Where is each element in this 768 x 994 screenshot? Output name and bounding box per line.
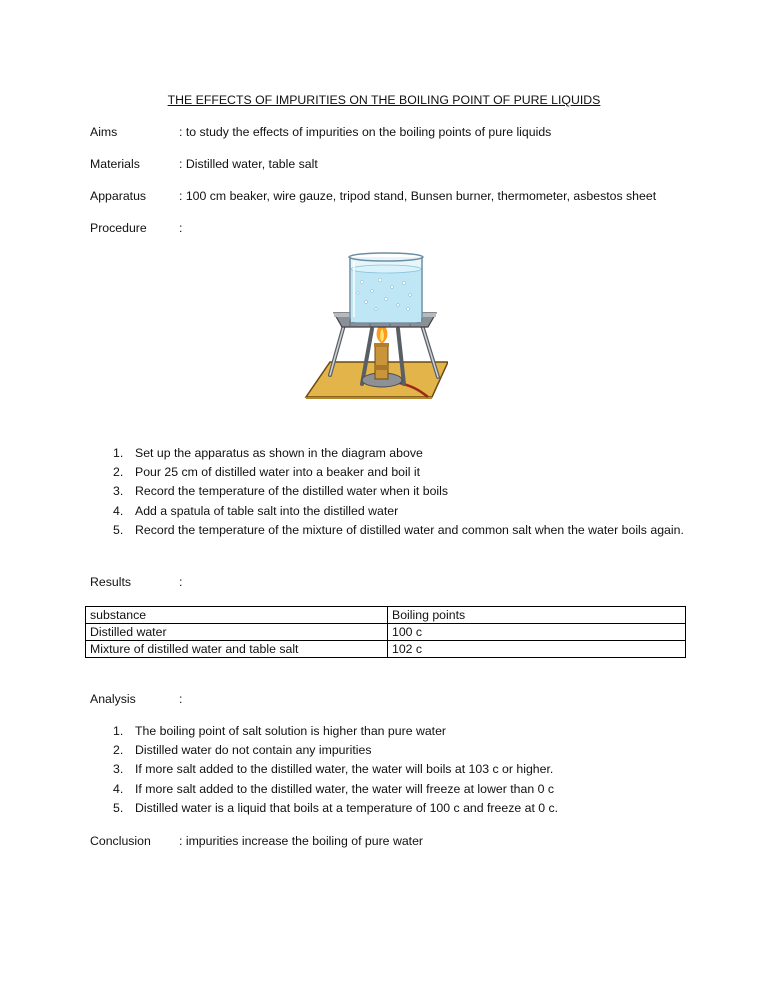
materials-row: [90, 157, 700, 175]
analysis-value: :: [179, 692, 183, 706]
table-cell: Mixture of distilled water and table salt: [86, 641, 388, 658]
table-header-substance: substance: [86, 607, 388, 624]
results-value: :: [179, 575, 183, 589]
apparatus-value: : 100 cm beaker, wire gauze, tripod stand, Bunsen burner, thermometer, asbestos sheet: [179, 189, 657, 203]
procedure-row: [90, 221, 700, 239]
materials-value: : Distilled water, table salt: [179, 157, 318, 171]
conclusion-row: [90, 834, 700, 852]
procedure-value: :: [179, 221, 183, 235]
procedure-label: Procedure: [90, 221, 147, 235]
list-item: 1. The boiling point of salt solution is higher than pure water: [113, 724, 447, 738]
list-item: 5. Distilled water is a liquid that boils at a temperature of 100 c and freeze at 0 c.: [113, 800, 559, 815]
procedure-steps: [90, 444, 690, 540]
table-header-row: [86, 607, 686, 624]
aims-row: [90, 125, 700, 143]
conclusion-value: : impurities increase the boiling of pure water: [179, 834, 424, 848]
list-item: 4. Add a spatula of table salt into the distilled water: [113, 503, 399, 518]
table-row: [86, 624, 686, 641]
list-item: 2. Distilled water do not contain any impurities: [113, 743, 372, 758]
analysis-points: [90, 722, 690, 818]
results-label: Results: [90, 575, 132, 589]
aims-value: : to study the effects of impurities on the boiling points of pure liquids: [179, 125, 552, 139]
materials-label: Materials: [90, 157, 140, 171]
table-cell: Distilled water: [86, 624, 388, 641]
list-item: 4. If more salt added to the distilled water, the water will freeze at lower than 0 c: [113, 781, 554, 796]
list-item: 1. Set up the apparatus as shown in the diagram above: [113, 446, 423, 460]
list-item: 5. Record the temperature of the mixture of distilled water and common salt when the water boils again.: [113, 522, 684, 537]
list-item: 3. Record the temperature of the distilled water when it boils: [113, 484, 449, 499]
results-table: [85, 606, 686, 658]
conclusion-label: Conclusion: [90, 834, 151, 848]
analysis-row: [90, 692, 700, 710]
table-cell: 100 c: [388, 624, 686, 641]
aims-label: Aims: [90, 125, 118, 139]
list-item: 2. Pour 25 cm of distilled water into a beaker and boil it: [113, 465, 421, 480]
document-title: THE EFFECTS OF IMPURITIES ON THE BOILING POINT OF PURE LIQUIDS: [167, 93, 601, 107]
table-header-boiling-points: Boiling points: [388, 607, 686, 624]
table-row: [86, 641, 686, 658]
apparatus-diagram: [300, 247, 448, 399]
beaker: [349, 253, 423, 323]
table-cell: 102 c: [388, 641, 686, 658]
analysis-label: Analysis: [90, 692, 136, 706]
apparatus-label: Apparatus: [90, 189, 147, 203]
apparatus-row: [90, 189, 700, 207]
results-row: [90, 575, 700, 593]
list-item: 3. If more salt added to the distilled water, the water will boils at 103 c or higher.: [113, 762, 554, 777]
